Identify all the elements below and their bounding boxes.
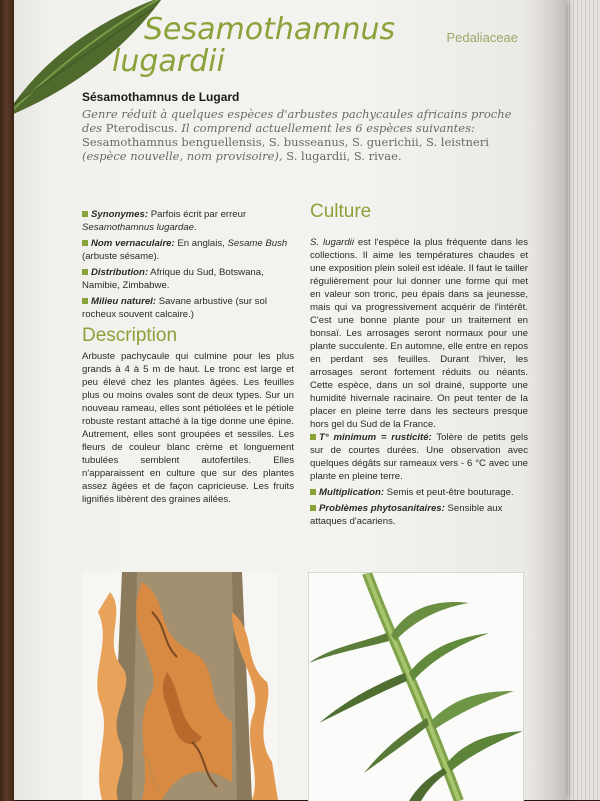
nom-text-1: En anglais, (174, 238, 228, 249)
distribution-label: Distribution: (91, 267, 149, 278)
multiplication-label: Multiplication: (319, 487, 385, 498)
title-line-1: Sesamothamnus (144, 12, 396, 47)
intro-text-4: . (397, 149, 402, 163)
problemes-text: Sensible aux attaques d'acariens. (310, 503, 503, 527)
culture-body: est l'espèce la plus fréquente dans les collections. Il aime les températures chaudes et une exposition plein soleil est idéale. Il faut le tailler régulièrement pour lui donner une forme qui met en valeur son tronc, peu épais dans sa jeunesse, mais qui va progressivement acquérir de l'intérêt. C'est une bonne plante pour un traitement en bonsaï. Les arrosages seront normaux pour une plante succulente. En automne, elle entre en repos en perdant ses feuilles. Durant l'hiver, les arrosages seront fortement réduits ou néants. Cette espèce, dans un sol drainé, supporte une humidité hivernale racinaire. On peut tenter de la placer en pleine terre dans les secteurs presque hors gel du Sud de la France. (310, 237, 528, 430)
bullet-square (82, 211, 88, 217)
family-label: Pedaliaceae (446, 30, 518, 45)
synonymes-name: Sesamothamnus lugardae (82, 222, 194, 233)
problemes-entry (310, 502, 528, 528)
bullet-square (310, 434, 316, 440)
intro-species-list-2: S. lugardii, S. rivae (286, 149, 398, 163)
multiplication-text: Semis et peut-être bouturage. (384, 487, 514, 498)
right-column (310, 201, 528, 531)
page-shadow (530, 0, 566, 800)
synonymes-entry (82, 208, 294, 234)
intro-genus: Pterodiscus (105, 121, 175, 135)
intro-paragraph (82, 107, 514, 163)
nom-vernaculaire-entry (82, 237, 294, 263)
bullet-square (82, 298, 88, 304)
milieu-entry (82, 295, 294, 321)
synonymes-label: Synonymes: (91, 209, 149, 220)
milieu-label: Milieu naturel: (91, 296, 157, 307)
bullet-square (82, 240, 88, 246)
intro-text-1: Genre réduit à quelques espèces d'arbustes pachycaules africains proche des (82, 107, 512, 135)
bark-photo (82, 572, 278, 800)
intro-species-list-1: Sesamothamnus benguellensis, S. busseanus, S. guerichii, S. leistneri (82, 135, 489, 149)
synonymes-text-2: . (194, 222, 197, 233)
bullet-square (310, 505, 316, 511)
multiplication-entry (310, 486, 528, 499)
bullet-square (310, 489, 316, 495)
culture-species: S. lugardii (310, 237, 354, 248)
description-heading: Description (82, 325, 178, 346)
book-page (14, 0, 566, 800)
intro-text-2: . Il comprend actuellement les 6 espèces suivantes: (174, 121, 475, 135)
nom-vernaculaire-label: Nom vernaculaire: (91, 238, 175, 249)
nom-text-2: (arbuste sésame). (82, 251, 160, 262)
nom-english: Sesame Bush (227, 238, 288, 249)
intro-text-3: (espèce nouvelle, nom provisoire), (82, 149, 287, 163)
problemes-label: Problèmes phytosanitaires: (319, 503, 445, 514)
description-text: Arbuste pachycaule qui culmine pour les plus grands à 4 à 5 m de haut. Le tronc est large et peu élevé chez les plantes âgées. Les feuilles plus ou moins ovales sont de deux types. Sur un nouveau rameau, elles sont pétiolées et le pétiole robuste restant attaché à la tige donne une épine. Autrement, elles sont groupées et sessiles. Les fleurs de couleur blanc crème et longuement tubulées semblent autofertiles. Elles n'apparaissent en culture que sur des plantes assez âgées et de façon capricieuse. Les fruits lignifiés libèrent des graines ailées. (82, 351, 294, 505)
culture-text (310, 236, 528, 431)
stem-photo (308, 572, 524, 801)
title-line-2: lugardii (112, 44, 225, 79)
bullet-square (82, 269, 88, 275)
distribution-text: Afrique du Sud, Botswana, Namibie, Zimbabwe. (82, 267, 264, 291)
left-column (82, 208, 294, 506)
tmin-text: Tolère de petits gels sur de courtes durées. Une observation avec quelques dégâts sur rameaux vers - 6 °C avec une plante en pleine terre. (310, 432, 528, 482)
page-title (112, 14, 395, 78)
milieu-text: Savane arbustive (sur sol rocheux souvent calcaire.) (82, 296, 267, 320)
page-stack-edge (566, 0, 600, 800)
synonymes-text-1: Parfois écrit par erreur (148, 209, 247, 220)
stem-image (309, 573, 523, 801)
culture-heading: Culture (310, 201, 372, 222)
tmin-label: T° minimum = rusticité: (319, 432, 432, 443)
distribution-entry (82, 266, 294, 292)
common-name-heading: Sésamothamnus de Lugard (82, 90, 240, 104)
tmin-entry (310, 431, 528, 483)
bark-image (82, 572, 278, 800)
